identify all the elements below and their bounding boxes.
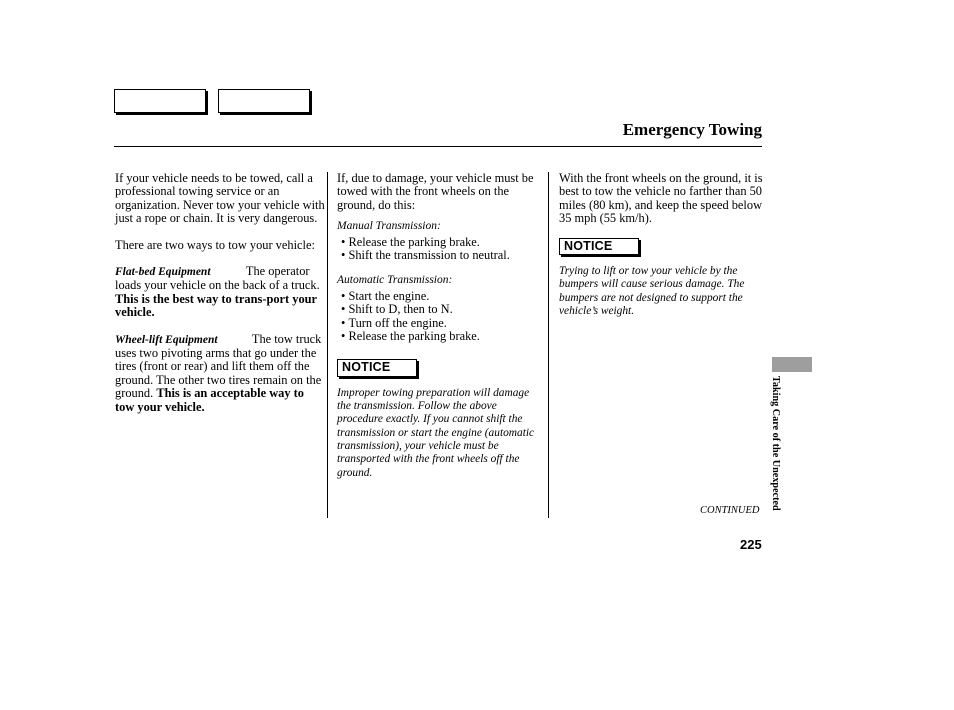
section-label: Taking Care of the Unexpected [770, 376, 781, 511]
continued-label: CONTINUED [700, 505, 760, 516]
ways-paragraph: There are two ways to tow your vehicle: [115, 237, 315, 252]
list-item: • Start the engine. [341, 290, 542, 303]
flatbed-text: The operator loads your vehicle on the back of a truck. [115, 264, 320, 293]
notice-text: Improper towing preparation will damage the transmission. Follow the above procedure exactly. If you cannot shift the transmission or start the engine (automatic transmission), your vehicle must be transported with the front wheels off the ground. [337, 386, 535, 479]
section-tab-marker [772, 357, 812, 372]
column-middle [337, 172, 542, 480]
wheellift-bold-text: This is an acceptable way to tow your vehicle. [115, 386, 304, 414]
wheellift-text: The tow truck uses two pivoting arms that go under the tires (front or rear) and lift them off the ground. The other two tires remain on the ground. [115, 331, 322, 401]
automatic-heading: Automatic Transmission: [337, 274, 453, 287]
list-item: • Release the parking brake. [341, 236, 542, 249]
notice-badge: NOTICE [559, 238, 639, 255]
automatic-steps [341, 290, 542, 344]
wheellift-paragraph [115, 333, 325, 414]
page-title: Emergency Towing [622, 120, 762, 139]
main-menu-button[interactable] [114, 89, 206, 113]
page-number: 225 [740, 537, 762, 552]
intro-paragraph: If your vehicle needs to be towed, call a professional towing service or an organization. Never tow your vehicle with just a rope or chain. It is very dangerous. [115, 171, 325, 226]
list-item: • Release the parking brake. [341, 330, 542, 343]
damage-intro: If, due to damage, your vehicle must be towed with the front wheels on the ground, do this: [337, 171, 534, 212]
wheellift-heading: Wheel-lift Equipment [115, 333, 218, 346]
list-item: • Turn off the engine. [341, 317, 542, 330]
column-divider [548, 172, 549, 518]
list-item: • Shift the transmission to neutral. [341, 249, 542, 262]
column-left [115, 172, 325, 427]
list-item: • Shift to D, then to N. [341, 303, 542, 316]
index-button[interactable] [218, 89, 310, 113]
notice-badge: NOTICE [337, 359, 417, 376]
manual-steps [341, 236, 542, 263]
flatbed-bold-text: This is the best way to trans-port your vehicle. [115, 291, 317, 320]
column-right [559, 172, 764, 318]
header-rule [114, 146, 762, 147]
column-divider [327, 172, 328, 518]
distance-paragraph: With the front wheels on the ground, it is best to tow the vehicle no farther than 50 miles (80 km), and keep the speed below 35 mph (55 km/h). [559, 171, 763, 226]
manual-heading: Manual Transmission: [337, 220, 441, 233]
notice-text: Trying to lift or tow your vehicle by the bumpers will cause serious damage. The bumpers are not designed to support the vehicle’s weight. [559, 265, 745, 317]
flatbed-heading: Flat-bed Equipment [115, 266, 211, 279]
flatbed-paragraph [115, 265, 325, 320]
